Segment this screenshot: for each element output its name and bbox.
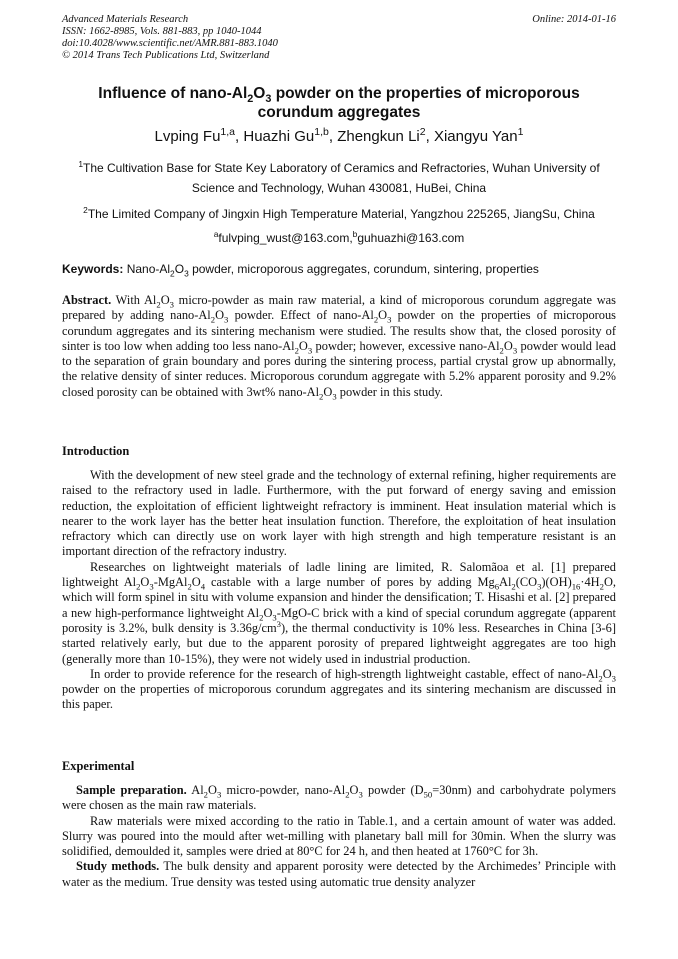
para-text: In order to provide reference for the research of high-strength lightweight castable, effect of nano-Al [90, 666, 599, 681]
sub: 3 [216, 789, 222, 800]
aff-sup: 2 [83, 205, 88, 215]
abstract-text: micro-powder as main raw material, a kind of microporous corundum aggregate was prepared by adding nano-Al [62, 293, 616, 323]
sub: 50 [423, 789, 433, 800]
author-list [62, 128, 616, 145]
email-address: fulvping_wust@163.com, [218, 231, 353, 245]
sub: 2 [259, 612, 264, 623]
title-sub: 3 [265, 93, 272, 106]
abstract [62, 293, 616, 400]
email-sup: a [213, 229, 219, 239]
subheading-sample-preparation: Sample preparation. [76, 783, 187, 797]
kw-sub: 3 [184, 268, 189, 279]
abstract-label: Abstract. [62, 293, 112, 307]
abstract-text: powder; however, excessive nano-Al [312, 338, 500, 353]
para-text: ), the thermal conductivity is 10% less. Researches in China [3-6] started relatively early, but due to the apparent porosity of prepared lightweight aggregates are too high (generally more than 10-15%), they were not widely used in industrial production. [62, 620, 617, 666]
title-text: Influence of nano-Al [98, 85, 248, 102]
abstract-text: O [298, 338, 308, 353]
para-text: )(OH) [541, 575, 572, 590]
abstract-text: O [215, 308, 225, 323]
intro-paragraph-2 [62, 560, 616, 667]
para-text: (CO [515, 575, 538, 590]
para-text: O [349, 783, 359, 797]
doi-line: doi:10.4028/www.scientific.net/AMR.881-883.1040 [62, 38, 278, 49]
kw-sub: 2 [170, 268, 175, 279]
abstract-text: powder would lead to the separation of grain boundary and pores during the sintering process, partial crystal grow up abnormally, the relative density of sinter reduces. Microporous corundum aggregate with 5.2% apparent porosity and 9.2% closed porosity can be obtained with 3wt% nano-Al [62, 338, 616, 399]
para-text: O [208, 783, 217, 797]
affiliation-2 [62, 204, 616, 224]
sub: 3 [224, 314, 229, 325]
email-sup: b [352, 229, 358, 239]
copyright-line: © 2014 Trans Tech Publications Ltd, Switzerland [62, 50, 270, 61]
intro-paragraph-1: With the development of new steel grade and the technology of external refining, higher requirements are raised to the refractory used in ladle. Furthermore, with the put forward of energy saving and emission reduction, the exploitation of efficient lightweight refractory is imminent. Heat insulation material which is nearer to the work layer has the better heat insulation function. Therefore, the exploitation of heat insulation refractory which can directly use on work layer with high strength and high temperature resistant is an important direction of the refractory industry. [62, 468, 616, 559]
sub: 6 [494, 581, 500, 592]
sample-preparation-paragraph [62, 783, 616, 814]
author-sep: , [235, 128, 244, 145]
abstract-text: O [378, 308, 388, 323]
para-text: ·4H [580, 575, 600, 590]
para-text: Al [186, 783, 204, 797]
para-text: The bulk density and apparent porosity were detected by the Archimedes’ Principle with water as the medium. True density was tested using automatic true density analyzer [62, 859, 617, 889]
title-line-2: corundum aggregates [257, 104, 421, 121]
keywords-label: Keywords: [62, 262, 124, 276]
author-name: Zhengkun Li [337, 128, 420, 145]
sub: 3 [272, 612, 277, 623]
keywords-text: powder, microporous aggregates, corundum, sintering, properties [188, 262, 539, 276]
sub: 3 [512, 345, 518, 356]
aff-sup: 1 [78, 159, 83, 169]
para-text: O [602, 666, 612, 681]
para-text: O, which will form spinel in situ with volume expansion and hinder the densification; T. Hisashi et al. [2] prepared a new high-performance lightweight Al [62, 575, 617, 620]
author-sup: 1,b [314, 126, 329, 138]
sub: 2 [599, 581, 604, 592]
abstract-text: powder on the properties of microporous corundum aggregates and its sintering mechanism were studied. The results show that, the closed porosity of sinter is too low when adding too less nano-Al [62, 308, 616, 353]
sub: 2 [210, 314, 216, 325]
sub: 2 [294, 345, 299, 356]
sub: 4 [200, 581, 206, 592]
para-text: Al [499, 575, 512, 590]
sub: 3 [611, 673, 616, 684]
title-text: powder on the properties of microporous [271, 85, 580, 102]
journal-name: Advanced Materials Research [62, 14, 189, 25]
journal-header [62, 14, 278, 62]
author-sep: , [328, 128, 338, 145]
sub: 2 [598, 673, 603, 684]
section-heading-experimental: Experimental [62, 759, 135, 773]
sub: 3 [149, 581, 154, 592]
para-text: -MgAl [153, 575, 188, 590]
sub: 3 [307, 345, 313, 356]
sub: 3 [169, 299, 174, 310]
para-text: -MgO-C brick with a kind of special corundum aggregate (apparent porosity is 3.2%, bulk density is 3.36g/cm [62, 605, 616, 635]
aff-text: The Cultivation Base for State Key Laboratory of Ceramics and Refractories, Wuhan University of [82, 161, 600, 175]
para-text: powder on the properties of microporous corundum aggregates and its sintering mechanism are discussed in this paper. [62, 682, 616, 712]
sub: 3 [387, 314, 392, 325]
para-text: micro-powder, nano-Al [221, 783, 346, 797]
author-name: Lvping Fu [154, 128, 221, 145]
keywords-text: O [174, 262, 185, 276]
abstract-text: powder. Effect of nano-Al [228, 308, 374, 323]
sub: 2 [345, 789, 350, 800]
sub: 2 [511, 581, 516, 592]
keywords [62, 262, 616, 279]
para-text: Researches on lightweight materials of ladle lining are limited, R. Salomãoa et al. [1] prepared lightweight Al [62, 559, 616, 590]
email-address: guhuazhi@163.com [357, 231, 465, 245]
sub: 2 [187, 581, 192, 592]
keywords-text: Nano-Al [123, 262, 171, 276]
aff-text: Science and Technology, Wuhan 430081, HuBei, China [191, 181, 487, 195]
author-emails [62, 228, 616, 248]
abstract-text: powder in this study. [336, 384, 443, 399]
para-text: O [263, 605, 273, 620]
abstract-text: With Al [111, 293, 157, 307]
section-heading-introduction: Introduction [62, 444, 130, 458]
experimental-body [62, 783, 616, 890]
intro-paragraph-3 [62, 667, 616, 713]
sub: 16 [571, 581, 581, 592]
aff-text: The Limited Company of Jingxin High Temperature Material, Yangzhou 225265, JiangSu, China [87, 207, 595, 221]
affiliation-1 [62, 158, 616, 198]
paper-title [62, 84, 616, 122]
para-text: O [140, 575, 150, 590]
author-sup: 1,a [220, 126, 236, 138]
abstract-text: O [160, 293, 170, 307]
sub: 3 [358, 789, 363, 800]
title-text: O [253, 85, 266, 102]
para-text: =30nm) and carbohydrate polymers were chosen as the main raw materials. [62, 783, 616, 813]
para-text: O [191, 575, 201, 590]
author-name: Huazhi Gu [243, 128, 315, 145]
issn-line: ISSN: 1662-8985, Vols. 881-883, pp 1040-1044 [62, 26, 262, 37]
sub: 2 [373, 314, 379, 325]
sub: 2 [156, 299, 161, 310]
study-methods-paragraph [62, 859, 616, 890]
para-text: powder (D [362, 783, 424, 797]
sub: 2 [136, 581, 141, 592]
author-sup: 1 [517, 126, 524, 138]
author-name: Xiangyu Yan [433, 128, 518, 145]
introduction-body [62, 468, 616, 713]
online-date: Online: 2014-01-16 [532, 14, 616, 25]
abstract-text: O [323, 384, 333, 399]
sub: 2 [203, 789, 208, 800]
para-text: castable with a large number of pores by adding Mg [205, 575, 495, 590]
title-sub: 2 [247, 93, 254, 106]
abstract-text: O [503, 338, 513, 353]
mixing-paragraph: Raw materials were mixed according to the ratio in Table.1, and a certain amount of water was added. Slurry was poured into the mould after wet-milling with planetary ball mill for 30min. When the slurry was solidified, demoulded it, samples were dried at 80°C for 24 h, and then heated at 1760°C for 3h. [62, 813, 616, 859]
sub: 3 [332, 391, 337, 402]
author-sep: , [425, 128, 434, 145]
sup: 3 [276, 618, 281, 629]
sub: 2 [319, 391, 324, 402]
subheading-study-methods: Study methods. [76, 859, 160, 874]
sub: 3 [537, 581, 542, 592]
author-sup: 2 [419, 126, 426, 138]
sub: 2 [499, 345, 504, 356]
